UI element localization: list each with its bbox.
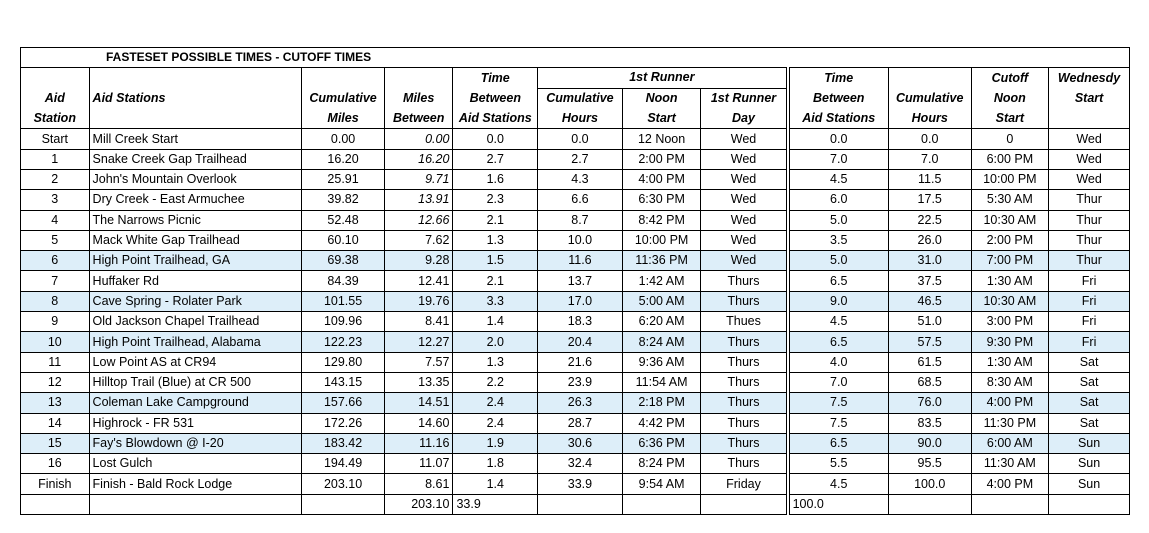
cutoff-noon-start: 4:00 PM: [971, 474, 1049, 494]
runner-day: Thurs: [701, 372, 788, 392]
table-row: [21, 129, 1130, 149]
cutoff-time-between: 4.5: [788, 312, 889, 332]
table-row: [21, 230, 1130, 250]
header-aid-stations: Aid Stations: [89, 88, 302, 108]
wednesday-start-day: Fri: [1049, 332, 1130, 352]
header-row-1: [21, 68, 1130, 89]
station-number: 5: [21, 230, 90, 250]
cumulative-hours: 11.6: [538, 251, 623, 271]
station-name: Finish - Bald Rock Lodge: [89, 474, 302, 494]
total-time: 33.9: [453, 494, 538, 514]
runner-day: Friday: [701, 474, 788, 494]
runner-day: Wed: [701, 230, 788, 250]
station-name: John's Mountain Overlook: [89, 169, 302, 189]
station-name: Mack White Gap Trailhead: [89, 230, 302, 250]
station-number: 4: [21, 210, 90, 230]
wednesday-start-day: Sat: [1049, 352, 1130, 372]
station-name: High Point Trailhead, Alabama: [89, 332, 302, 352]
cutoff-time-between: 6.5: [788, 271, 889, 291]
table-row: [21, 413, 1130, 433]
cutoff-cumulative-hours: 95.5: [888, 454, 971, 474]
header-first-runner: 1st Runner: [538, 68, 788, 89]
miles-between: 12.66: [384, 210, 453, 230]
time-between: 2.4: [453, 413, 538, 433]
table-row: [21, 352, 1130, 372]
header-aid: Aid: [21, 88, 90, 108]
cutoff-noon-start: 8:30 AM: [971, 372, 1049, 392]
cutoff-cumulative-hours: 31.0: [888, 251, 971, 271]
cumulative-hours: 33.9: [538, 474, 623, 494]
time-between: 2.2: [453, 372, 538, 392]
station-name: Coleman Lake Campground: [89, 393, 302, 413]
noon-start: 8:42 PM: [622, 210, 701, 230]
cutoff-noon-start: 10:30 AM: [971, 210, 1049, 230]
station-number: 12: [21, 372, 90, 392]
header-hours: Hours: [538, 109, 623, 129]
wednesday-start-day: Thur: [1049, 230, 1130, 250]
noon-start: 9:54 AM: [622, 474, 701, 494]
miles-between: 14.51: [384, 393, 453, 413]
cumulative-miles: 129.80: [302, 352, 385, 372]
table-row: [21, 332, 1130, 352]
header-noon: Noon: [622, 88, 701, 108]
wednesday-start-day: Sun: [1049, 454, 1130, 474]
time-between: 2.1: [453, 271, 538, 291]
noon-start: 11:54 AM: [622, 372, 701, 392]
wednesday-start-day: Thur: [1049, 251, 1130, 271]
station-name: Lost Gulch: [89, 454, 302, 474]
time-between: 2.3: [453, 190, 538, 210]
station-name: Huffaker Rd: [89, 271, 302, 291]
table-row: [21, 291, 1130, 311]
cutoff-times-table: [20, 47, 1130, 515]
runner-day: Thurs: [701, 433, 788, 453]
station-number: 9: [21, 312, 90, 332]
table-row: [21, 169, 1130, 189]
cumulative-hours: 30.6: [538, 433, 623, 453]
cutoff-cumulative-hours: 57.5: [888, 332, 971, 352]
table-row: [21, 372, 1130, 392]
time-between: 1.3: [453, 230, 538, 250]
cumulative-miles: 0.00: [302, 129, 385, 149]
miles-between: 13.35: [384, 372, 453, 392]
header-between-miles: Between: [384, 109, 453, 129]
station-number: Start: [21, 129, 90, 149]
table-row: [21, 149, 1130, 169]
time-between: 1.4: [453, 474, 538, 494]
cutoff-cumulative-hours: 51.0: [888, 312, 971, 332]
time-between: 2.4: [453, 393, 538, 413]
time-between: 2.7: [453, 149, 538, 169]
cumulative-miles: 194.49: [302, 454, 385, 474]
title-row: [21, 48, 1130, 68]
cutoff-time-between: 4.5: [788, 169, 889, 189]
station-number: 1: [21, 149, 90, 169]
miles-between: 9.71: [384, 169, 453, 189]
station-name: Fay's Blowdown @ I-20: [89, 433, 302, 453]
table-row: [21, 433, 1130, 453]
noon-start: 2:18 PM: [622, 393, 701, 413]
miles-between: 9.28: [384, 251, 453, 271]
noon-start: 6:20 AM: [622, 312, 701, 332]
cutoff-time-between: 7.5: [788, 393, 889, 413]
cutoff-time-between: 7.0: [788, 149, 889, 169]
table-row: [21, 251, 1130, 271]
cumulative-hours: 0.0: [538, 129, 623, 149]
runner-day: Thurs: [701, 454, 788, 474]
header-station: Station: [21, 109, 90, 129]
cumulative-miles: 52.48: [302, 210, 385, 230]
cutoff-time-between: 5.0: [788, 251, 889, 271]
miles-between: 11.16: [384, 433, 453, 453]
header-wednesday-start: Start: [1049, 88, 1130, 108]
noon-start: 12 Noon: [622, 129, 701, 149]
station-name: Hilltop Trail (Blue) at CR 500: [89, 372, 302, 392]
header-cutoff: Cutoff: [971, 68, 1049, 89]
noon-start: 4:00 PM: [622, 169, 701, 189]
header-row-2: [21, 88, 1130, 108]
miles-between: 7.62: [384, 230, 453, 250]
table-row: [21, 474, 1130, 494]
cutoff-time-between: 7.5: [788, 413, 889, 433]
cutoff-time-between: 6.5: [788, 433, 889, 453]
header-day: Day: [701, 109, 788, 129]
cutoff-time-between: 6.0: [788, 190, 889, 210]
cumulative-hours: 2.7: [538, 149, 623, 169]
header-aid-stations-sub-2: Aid Stations: [788, 109, 889, 129]
cutoff-cumulative-hours: 17.5: [888, 190, 971, 210]
cumulative-miles: 183.42: [302, 433, 385, 453]
cutoff-noon-start: 7:00 PM: [971, 251, 1049, 271]
cumulative-miles: 84.39: [302, 271, 385, 291]
table-row: [21, 454, 1130, 474]
time-between: 0.0: [453, 129, 538, 149]
header-aid-stations-sub: Aid Stations: [453, 109, 538, 129]
cumulative-hours: 28.7: [538, 413, 623, 433]
header-wednesday: Wednesdy: [1049, 68, 1130, 89]
noon-start: 11:36 PM: [622, 251, 701, 271]
runner-day: Thurs: [701, 393, 788, 413]
cumulative-miles: 109.96: [302, 312, 385, 332]
cutoff-cumulative-hours: 37.5: [888, 271, 971, 291]
cumulative-hours: 13.7: [538, 271, 623, 291]
cutoff-time-between: 4.0: [788, 352, 889, 372]
wednesday-start-day: Sat: [1049, 413, 1130, 433]
total-miles: 203.10: [384, 494, 453, 514]
cumulative-hours: 6.6: [538, 190, 623, 210]
table-row: [21, 190, 1130, 210]
wednesday-start-day: Fri: [1049, 271, 1130, 291]
miles-between: 13.91: [384, 190, 453, 210]
time-between: 1.5: [453, 251, 538, 271]
wednesday-start-day: Sun: [1049, 474, 1130, 494]
cutoff-noon-start: 11:30 PM: [971, 413, 1049, 433]
station-number: 11: [21, 352, 90, 372]
station-number: 3: [21, 190, 90, 210]
cumulative-miles: 39.82: [302, 190, 385, 210]
station-number: 14: [21, 413, 90, 433]
cutoff-noon-start: 11:30 AM: [971, 454, 1049, 474]
runner-day: Wed: [701, 251, 788, 271]
noon-start: 8:24 AM: [622, 332, 701, 352]
cutoff-cumulative-hours: 83.5: [888, 413, 971, 433]
cutoff-cumulative-hours: 0.0: [888, 129, 971, 149]
miles-between: 7.57: [384, 352, 453, 372]
cumulative-hours: 26.3: [538, 393, 623, 413]
time-between: 3.3: [453, 291, 538, 311]
cutoff-noon-start: 5:30 AM: [971, 190, 1049, 210]
station-name: High Point Trailhead, GA: [89, 251, 302, 271]
cutoff-time-between: 7.0: [788, 372, 889, 392]
station-number: 16: [21, 454, 90, 474]
header-cutoff-noon: Noon: [971, 88, 1049, 108]
cutoff-cumulative-hours: 68.5: [888, 372, 971, 392]
header-cum-hours: Cumulative: [538, 88, 623, 108]
table-row: [21, 210, 1130, 230]
noon-start: 9:36 AM: [622, 352, 701, 372]
cumulative-hours: 10.0: [538, 230, 623, 250]
cumulative-miles: 60.10: [302, 230, 385, 250]
wednesday-start-day: Sat: [1049, 393, 1130, 413]
noon-start: 6:36 PM: [622, 433, 701, 453]
header-cutoff-start: Start: [971, 109, 1049, 129]
runner-day: Thues: [701, 312, 788, 332]
time-between: 2.1: [453, 210, 538, 230]
runner-day: Thurs: [701, 352, 788, 372]
cumulative-miles: 143.15: [302, 372, 385, 392]
runner-day: Wed: [701, 190, 788, 210]
header-row-3: [21, 109, 1130, 129]
station-name: Dry Creek - East Armuchee: [89, 190, 302, 210]
header-miles-2: Miles: [302, 109, 385, 129]
header-hours-2: Hours: [888, 109, 971, 129]
cumulative-miles: 69.38: [302, 251, 385, 271]
station-number: 10: [21, 332, 90, 352]
cutoff-cumulative-hours: 46.5: [888, 291, 971, 311]
cutoff-noon-start: 0: [971, 129, 1049, 149]
cutoff-noon-start: 1:30 AM: [971, 352, 1049, 372]
cutoff-noon-start: 1:30 AM: [971, 271, 1049, 291]
runner-day: Wed: [701, 210, 788, 230]
station-name: Low Point AS at CR94: [89, 352, 302, 372]
time-between: 2.0: [453, 332, 538, 352]
cutoff-time-between: 3.5: [788, 230, 889, 250]
header-between-2: Between: [788, 88, 889, 108]
cumulative-miles: 16.20: [302, 149, 385, 169]
station-name: Snake Creek Gap Trailhead: [89, 149, 302, 169]
cumulative-hours: 21.6: [538, 352, 623, 372]
header-miles: Miles: [384, 88, 453, 108]
header-start: Start: [622, 109, 701, 129]
total-cutoff-time: 100.0: [788, 494, 889, 514]
wednesday-start-day: Wed: [1049, 149, 1130, 169]
cutoff-cumulative-hours: 7.0: [888, 149, 971, 169]
noon-start: 6:30 PM: [622, 190, 701, 210]
wednesday-start-day: Fri: [1049, 312, 1130, 332]
cumulative-hours: 20.4: [538, 332, 623, 352]
miles-between: 8.61: [384, 474, 453, 494]
runner-day: Wed: [701, 129, 788, 149]
noon-start: 5:00 AM: [622, 291, 701, 311]
cutoff-cumulative-hours: 22.5: [888, 210, 971, 230]
cumulative-hours: 32.4: [538, 454, 623, 474]
miles-between: 11.07: [384, 454, 453, 474]
time-between: 1.6: [453, 169, 538, 189]
wednesday-start-day: Sun: [1049, 433, 1130, 453]
header-between: Between: [453, 88, 538, 108]
miles-between: 16.20: [384, 149, 453, 169]
cutoff-time-between: 5.5: [788, 454, 889, 474]
header-time-between-2: Time: [788, 68, 889, 89]
cumulative-hours: 23.9: [538, 372, 623, 392]
wednesday-start-day: Thur: [1049, 190, 1130, 210]
station-number: 13: [21, 393, 90, 413]
cutoff-noon-start: 10:00 PM: [971, 169, 1049, 189]
station-name: Highrock - FR 531: [89, 413, 302, 433]
noon-start: 2:00 PM: [622, 149, 701, 169]
cutoff-cumulative-hours: 61.5: [888, 352, 971, 372]
station-number: 15: [21, 433, 90, 453]
table-row: [21, 312, 1130, 332]
station-name: The Narrows Picnic: [89, 210, 302, 230]
cutoff-time-between: 4.5: [788, 474, 889, 494]
cumulative-miles: 25.91: [302, 169, 385, 189]
header-runner-day: 1st Runner: [701, 88, 788, 108]
miles-between: 0.00: [384, 129, 453, 149]
header-time-between: Time: [453, 68, 538, 89]
header-cum-hours-2: Cumulative: [888, 88, 971, 108]
cutoff-noon-start: 4:00 PM: [971, 393, 1049, 413]
station-number: Finish: [21, 474, 90, 494]
time-between: 1.8: [453, 454, 538, 474]
miles-between: 19.76: [384, 291, 453, 311]
cumulative-miles: 203.10: [302, 474, 385, 494]
cutoff-cumulative-hours: 100.0: [888, 474, 971, 494]
noon-start: 4:42 PM: [622, 413, 701, 433]
station-number: 6: [21, 251, 90, 271]
noon-start: 1:42 AM: [622, 271, 701, 291]
cutoff-cumulative-hours: 11.5: [888, 169, 971, 189]
wednesday-start-day: Thur: [1049, 210, 1130, 230]
cumulative-miles: 157.66: [302, 393, 385, 413]
station-number: 2: [21, 169, 90, 189]
table-row: [21, 271, 1130, 291]
wednesday-start-day: Fri: [1049, 291, 1130, 311]
runner-day: Thurs: [701, 413, 788, 433]
station-name: Old Jackson Chapel Trailhead: [89, 312, 302, 332]
noon-start: 10:00 PM: [622, 230, 701, 250]
cutoff-time-between: 5.0: [788, 210, 889, 230]
cutoff-noon-start: 10:30 AM: [971, 291, 1049, 311]
wednesday-start-day: Sat: [1049, 372, 1130, 392]
miles-between: 12.41: [384, 271, 453, 291]
runner-day: Wed: [701, 149, 788, 169]
runner-day: Thurs: [701, 271, 788, 291]
header-cumulative: Cumulative: [302, 88, 385, 108]
runner-day: Thurs: [701, 291, 788, 311]
wednesday-start-day: Wed: [1049, 129, 1130, 149]
cutoff-noon-start: 3:00 PM: [971, 312, 1049, 332]
cutoff-cumulative-hours: 26.0: [888, 230, 971, 250]
cumulative-miles: 122.23: [302, 332, 385, 352]
noon-start: 8:24 PM: [622, 454, 701, 474]
table-title: FASTESET POSSIBLE TIMES - CUTOFF TIMES: [21, 48, 1130, 68]
cutoff-time-between: 0.0: [788, 129, 889, 149]
cutoff-time-between: 9.0: [788, 291, 889, 311]
station-name: Cave Spring - Rolater Park: [89, 291, 302, 311]
cutoff-cumulative-hours: 76.0: [888, 393, 971, 413]
cutoff-noon-start: 2:00 PM: [971, 230, 1049, 250]
cutoff-noon-start: 9:30 PM: [971, 332, 1049, 352]
table-row: [21, 393, 1130, 413]
time-between: 1.9: [453, 433, 538, 453]
cutoff-noon-start: 6:00 PM: [971, 149, 1049, 169]
cumulative-hours: 18.3: [538, 312, 623, 332]
cumulative-miles: 101.55: [302, 291, 385, 311]
cumulative-hours: 8.7: [538, 210, 623, 230]
runner-day: Wed: [701, 169, 788, 189]
cumulative-miles: 172.26: [302, 413, 385, 433]
runner-day: Thurs: [701, 332, 788, 352]
cumulative-hours: 17.0: [538, 291, 623, 311]
miles-between: 14.60: [384, 413, 453, 433]
cutoff-cumulative-hours: 90.0: [888, 433, 971, 453]
wednesday-start-day: Wed: [1049, 169, 1130, 189]
cutoff-time-between: 6.5: [788, 332, 889, 352]
miles-between: 12.27: [384, 332, 453, 352]
station-name: Mill Creek Start: [89, 129, 302, 149]
time-between: 1.3: [453, 352, 538, 372]
totals-row: [21, 494, 1130, 514]
miles-between: 8.41: [384, 312, 453, 332]
time-between: 1.4: [453, 312, 538, 332]
station-number: 8: [21, 291, 90, 311]
station-number: 7: [21, 271, 90, 291]
cutoff-noon-start: 6:00 AM: [971, 433, 1049, 453]
cumulative-hours: 4.3: [538, 169, 623, 189]
